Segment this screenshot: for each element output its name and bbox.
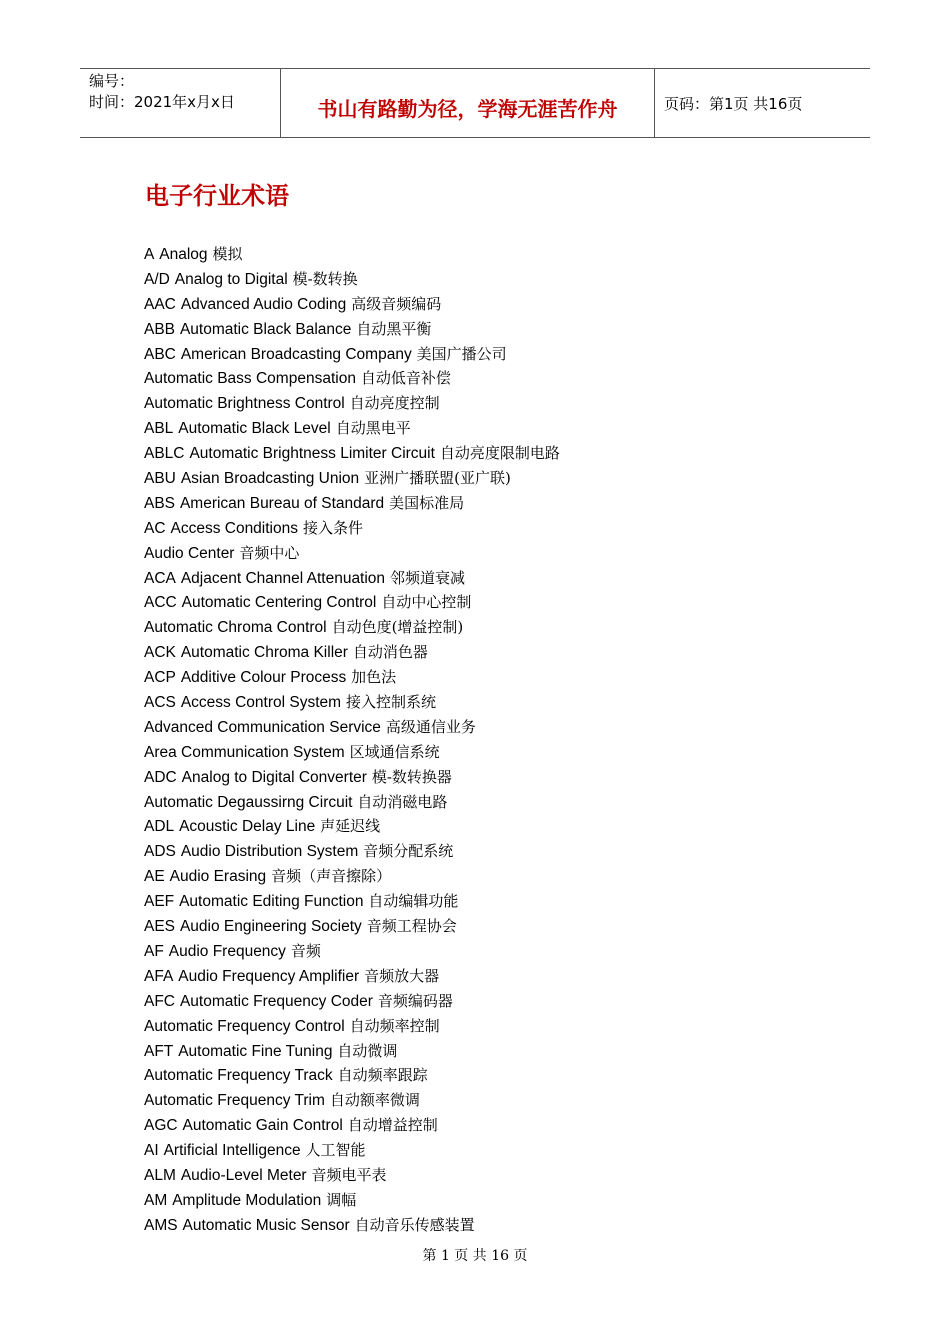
term-row xyxy=(144,1188,844,1213)
term-english: Audio-Level Meter xyxy=(180,1166,307,1184)
term-row xyxy=(144,1213,844,1238)
term-row xyxy=(144,1088,844,1113)
term-row xyxy=(144,665,844,690)
term-abbreviation: AES xyxy=(144,918,176,936)
term-english: Automatic Frequency Control xyxy=(144,1017,345,1035)
term-chinese: 自动亮度限制电路 xyxy=(439,444,560,463)
term-row xyxy=(144,267,844,292)
time-label: 时间：2021年x月x日 xyxy=(89,93,235,111)
term-chinese: 自动亮度控制 xyxy=(349,394,440,413)
term-row xyxy=(144,541,844,566)
term-abbreviation: AI xyxy=(144,1142,159,1160)
term-chinese: 自动色度(增益控制) xyxy=(331,618,464,637)
term-english: Acoustic Delay Line xyxy=(179,818,316,836)
term-chinese: 自动编辑功能 xyxy=(368,892,459,911)
term-chinese: 自动低音补偿 xyxy=(360,369,451,388)
term-abbreviation: ABU xyxy=(144,470,176,488)
term-row xyxy=(144,765,844,790)
term-abbreviation: ABLC xyxy=(144,445,185,463)
term-chinese: 自动消磁电路 xyxy=(357,792,448,811)
term-english: Artificial Intelligence xyxy=(163,1142,301,1160)
term-chinese: 音频（声音擦除） xyxy=(271,867,392,886)
term-abbreviation: AFC xyxy=(144,992,175,1010)
term-row xyxy=(144,342,844,367)
term-row xyxy=(144,640,844,665)
term-chinese: 自动额率微调 xyxy=(329,1091,420,1110)
term-row xyxy=(144,1138,844,1163)
term-row xyxy=(144,1063,844,1088)
term-english: Access Conditions xyxy=(170,519,298,537)
term-row xyxy=(144,366,844,391)
term-row xyxy=(144,391,844,416)
term-chinese: 美国广播公司 xyxy=(416,344,507,363)
term-chinese: 加色法 xyxy=(351,668,397,687)
term-chinese: 自动增益控制 xyxy=(347,1116,438,1135)
term-row xyxy=(144,1039,844,1064)
term-row xyxy=(144,1113,844,1138)
term-chinese: 自动频率跟踪 xyxy=(337,1066,428,1085)
term-row xyxy=(144,317,844,342)
term-abbreviation: AMS xyxy=(144,1216,178,1234)
term-abbreviation: AC xyxy=(144,519,166,537)
term-english: Advanced Audio Coding xyxy=(180,295,347,313)
term-english: Audio Engineering Society xyxy=(179,918,362,936)
term-row xyxy=(144,964,844,989)
term-row xyxy=(144,690,844,715)
term-english: Automatic Degaussirng Circuit xyxy=(144,793,353,811)
term-abbreviation: ADL xyxy=(144,818,175,836)
term-chinese: 接入控制系统 xyxy=(345,693,436,712)
header-meta xyxy=(80,69,281,137)
term-english: Automatic Brightness Control xyxy=(144,395,345,413)
term-row xyxy=(144,939,844,964)
term-abbreviation: AE xyxy=(144,868,165,886)
term-abbreviation: ACP xyxy=(144,669,176,687)
term-english: Audio Frequency Amplifier xyxy=(178,967,360,985)
term-english: Automatic Frequency Trim xyxy=(144,1092,325,1110)
term-english: Audio Distribution System xyxy=(180,843,359,861)
term-abbreviation: ACC xyxy=(144,594,177,612)
term-english: Analog to Digital xyxy=(174,270,288,288)
term-abbreviation: AAC xyxy=(144,295,176,313)
term-chinese: 区域通信系统 xyxy=(349,742,440,761)
term-english: Adjacent Channel Attenuation xyxy=(180,569,386,587)
term-row xyxy=(144,989,844,1014)
term-english: Automatic Gain Control xyxy=(182,1117,343,1135)
term-abbreviation: A xyxy=(144,246,155,263)
term-row xyxy=(144,814,844,839)
term-abbreviation: ABL xyxy=(144,420,174,438)
term-chinese: 调幅 xyxy=(326,1190,357,1209)
term-abbreviation: AM xyxy=(144,1191,168,1209)
term-english: Automatic Editing Function xyxy=(179,893,364,911)
term-chinese: 音频电平表 xyxy=(311,1165,387,1184)
term-english: Automatic Music Sensor xyxy=(182,1216,350,1234)
term-list xyxy=(144,242,844,1238)
term-row xyxy=(144,590,844,615)
term-chinese: 音频分配系统 xyxy=(363,842,454,861)
term-abbreviation: ACS xyxy=(144,694,176,712)
term-row xyxy=(144,889,844,914)
term-english: Automatic Centering Control xyxy=(181,594,377,612)
term-row xyxy=(144,864,844,889)
term-english: Analog xyxy=(159,246,208,263)
term-english: Audio Frequency xyxy=(168,942,286,960)
term-english: Automatic Chroma Control xyxy=(144,619,327,637)
term-english: Additive Colour Process xyxy=(180,669,347,687)
term-english: Automatic Fine Tuning xyxy=(178,1042,333,1060)
term-chinese: 音频中心 xyxy=(239,543,300,562)
term-english: American Broadcasting Company xyxy=(180,345,412,363)
term-row xyxy=(144,491,844,516)
term-row xyxy=(144,914,844,939)
page-header xyxy=(80,68,870,138)
term-chinese: 音频放大器 xyxy=(364,966,440,985)
term-abbreviation: AF xyxy=(144,942,164,960)
term-chinese: 接入条件 xyxy=(302,518,363,537)
term-chinese: 音频工程协会 xyxy=(366,917,457,936)
term-chinese: 自动微调 xyxy=(337,1041,398,1060)
term-row xyxy=(144,566,844,591)
term-english: Automatic Black Balance xyxy=(179,320,352,338)
term-chinese: 自动消色器 xyxy=(352,643,428,662)
term-row xyxy=(144,242,844,267)
term-abbreviation: ACK xyxy=(144,644,176,662)
term-chinese: 自动频率控制 xyxy=(349,1016,440,1035)
term-abbreviation: AGC xyxy=(144,1117,178,1135)
term-chinese: 亚洲广播联盟(亚广联) xyxy=(364,469,511,488)
term-chinese: 模拟 xyxy=(212,245,243,263)
term-row xyxy=(144,839,844,864)
term-abbreviation: ADC xyxy=(144,768,177,786)
number-label: 编号： xyxy=(89,72,135,90)
term-abbreviation: AEF xyxy=(144,893,175,911)
term-english: Automatic Chroma Killer xyxy=(180,644,348,662)
term-row xyxy=(144,1014,844,1039)
term-row xyxy=(144,740,844,765)
term-row xyxy=(144,466,844,491)
term-english: Automatic Bass Compensation xyxy=(144,370,356,388)
term-english: Automatic Brightness Limiter Circuit xyxy=(189,445,435,463)
term-english: American Bureau of Standard xyxy=(179,494,385,512)
term-english: Automatic Frequency Coder xyxy=(179,992,373,1010)
term-row xyxy=(144,441,844,466)
term-english: Audio Erasing xyxy=(169,868,267,886)
term-chinese: 自动黑电平 xyxy=(335,419,411,438)
header-motto-cell xyxy=(281,69,655,137)
term-abbreviation: AFA xyxy=(144,967,174,985)
term-chinese: 人工智能 xyxy=(305,1141,366,1160)
term-chinese: 音频 xyxy=(290,941,321,960)
term-row xyxy=(144,790,844,815)
term-chinese: 高级音频编码 xyxy=(351,294,442,313)
term-chinese: 高级通信业务 xyxy=(385,717,476,736)
header-motto: 书山有路勤为径，学海无涯苦作舟 xyxy=(317,97,618,121)
term-english: Amplitude Modulation xyxy=(172,1191,322,1209)
term-chinese: 自动黑平衡 xyxy=(356,319,432,338)
term-abbreviation: ABC xyxy=(144,345,176,363)
term-english: Automatic Frequency Track xyxy=(144,1067,333,1085)
term-chinese: 邻频道衰减 xyxy=(390,568,466,587)
term-english: Asian Broadcasting Union xyxy=(180,470,360,488)
term-row xyxy=(144,416,844,441)
term-chinese: 音频编码器 xyxy=(377,991,453,1010)
term-chinese: 自动音乐传感装置 xyxy=(354,1215,475,1234)
term-english: Advanced Communication Service xyxy=(144,718,381,736)
document-title: 电子行业术语 xyxy=(145,182,289,210)
term-english: Analog to Digital Converter xyxy=(181,768,367,786)
term-row xyxy=(144,1163,844,1188)
term-english: Audio Center xyxy=(144,544,235,562)
term-abbreviation: ABB xyxy=(144,320,176,338)
term-abbreviation: ALM xyxy=(144,1166,176,1184)
term-english: Area Communication System xyxy=(144,743,345,761)
term-row xyxy=(144,615,844,640)
term-row xyxy=(144,715,844,740)
term-chinese: 模-数转换器 xyxy=(371,767,452,786)
term-row xyxy=(144,292,844,317)
header-page-info: 页码：第1页 共16页 xyxy=(664,95,803,113)
term-abbreviation: AFT xyxy=(144,1042,174,1060)
term-abbreviation: A/D xyxy=(144,270,170,288)
page-footer: 第 1 页 共 16 页 xyxy=(422,1248,528,1264)
term-english: Automatic Black Level xyxy=(178,420,331,438)
term-abbreviation: ABS xyxy=(144,494,176,512)
term-english: Access Control System xyxy=(180,694,342,712)
term-chinese: 模-数转换 xyxy=(292,269,358,288)
term-abbreviation: ADS xyxy=(144,843,176,861)
term-abbreviation: ACA xyxy=(144,569,176,587)
term-chinese: 声延迟线 xyxy=(320,817,381,836)
term-chinese: 美国标准局 xyxy=(389,493,465,512)
term-chinese: 自动中心控制 xyxy=(381,593,472,612)
term-row xyxy=(144,516,844,541)
